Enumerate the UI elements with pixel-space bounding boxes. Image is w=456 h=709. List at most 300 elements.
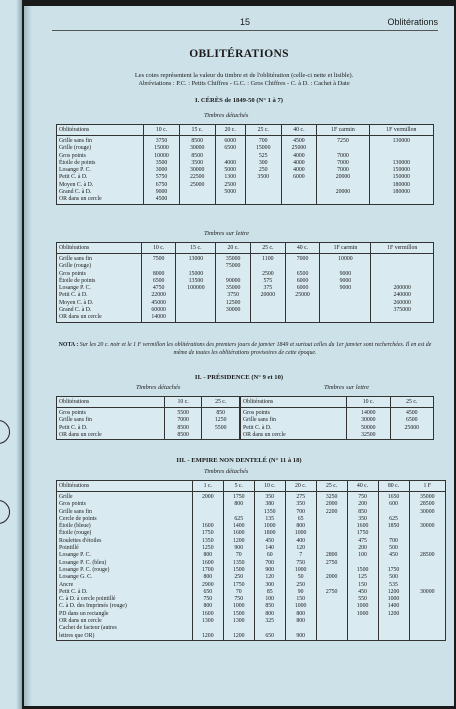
table-row <box>57 307 434 314</box>
table-header-row <box>241 397 434 408</box>
value-cell: 6500 <box>215 145 245 152</box>
value-cell <box>176 300 216 307</box>
value-cell: 8500 <box>164 425 202 432</box>
value-cell: 625 <box>223 516 254 523</box>
value-cell <box>409 596 446 603</box>
value-cell: 5000 <box>215 189 245 196</box>
value-cell <box>202 432 240 440</box>
table-row <box>57 160 434 167</box>
row-label: Petit C. à D. <box>57 292 142 299</box>
value-cell: 800 <box>192 552 223 559</box>
row-label: Losange P. C. <box>57 285 142 292</box>
table-row <box>57 271 434 278</box>
value-cell: 50 <box>285 574 316 581</box>
table-row <box>57 582 446 589</box>
value-cell: 6500 <box>141 278 176 285</box>
running-title: Oblitérations <box>387 17 438 27</box>
row-label: Petit C. à D. <box>57 589 193 596</box>
value-cell <box>285 263 320 270</box>
row-label: Grille <box>57 492 193 502</box>
value-cell: 9000 <box>320 278 371 285</box>
table-row <box>57 530 446 537</box>
value-cell <box>216 271 251 278</box>
value-cell: 8500 <box>164 432 202 440</box>
column-header: 25 c. <box>202 397 240 408</box>
value-cell <box>176 314 216 322</box>
row-label: Moyen C. à D. <box>57 300 142 307</box>
value-cell <box>281 182 317 189</box>
value-cell: 1250 <box>192 545 223 552</box>
value-cell: 850 <box>202 408 240 418</box>
value-cell <box>320 314 371 322</box>
value-cell <box>371 278 434 285</box>
value-cell: 3500 <box>245 174 281 181</box>
table-row <box>241 425 434 432</box>
value-cell: 75000 <box>216 263 251 270</box>
value-cell: 625 <box>378 516 409 523</box>
table-header-row <box>57 481 446 492</box>
column-header: 15 c. <box>179 125 215 136</box>
table-row <box>57 285 434 292</box>
value-cell: 30000 <box>409 509 446 516</box>
value-cell <box>179 189 215 196</box>
value-cell: 1600 <box>223 530 254 537</box>
subheading-detached: Timbres détachés <box>204 468 249 475</box>
row-label: Grille (rouge) <box>57 263 142 270</box>
value-cell: 700 <box>245 136 281 146</box>
row-label: Gros points <box>57 408 165 418</box>
row-label: Gros points <box>57 271 142 278</box>
row-label: Étoile (bleue) <box>57 523 193 530</box>
value-cell: 600 <box>378 501 409 508</box>
value-cell: 750 <box>223 596 254 603</box>
value-cell: 100000 <box>176 285 216 292</box>
value-cell <box>223 625 254 632</box>
value-cell: 575 <box>251 278 286 285</box>
value-cell: 1000 <box>285 567 316 574</box>
value-cell: 12500 <box>216 300 251 307</box>
row-label: Losange G. C. <box>57 574 193 581</box>
row-label: Grille sans fin <box>57 136 144 146</box>
value-cell: 700 <box>285 509 316 516</box>
value-cell: 350 <box>285 501 316 508</box>
value-cell: 535 <box>378 582 409 589</box>
column-header: 25 c. <box>245 125 281 136</box>
value-cell: 1750 <box>223 492 254 502</box>
column-header: 40 c. <box>281 125 317 136</box>
value-cell: 1100 <box>251 254 286 264</box>
intro-line: Abréviations : P.C. : Petits Chiffres - G.C. : Gros Chiffres - C. à D. : Cachet à Date <box>138 80 350 87</box>
value-cell: 130000 <box>369 136 433 146</box>
table-row <box>57 408 240 418</box>
value-cell: 2750 <box>316 589 347 596</box>
row-label: Losange P. C. <box>57 167 144 174</box>
table-header-row <box>57 243 434 254</box>
row-label: Losange P. C. (rouge) <box>57 567 193 574</box>
value-cell: 150 <box>285 596 316 603</box>
value-cell: 9000 <box>320 271 371 278</box>
value-cell <box>409 625 446 632</box>
value-cell <box>285 300 320 307</box>
row-label: PD dans un rectangle <box>57 611 193 618</box>
column-header: 20 c. <box>215 125 245 136</box>
value-cell: 1200 <box>223 538 254 545</box>
row-label: Petit C. à D. <box>57 425 165 432</box>
value-cell: 1350 <box>254 509 285 516</box>
value-cell: 3000 <box>144 167 180 174</box>
value-cell: 1650 <box>378 492 409 502</box>
value-cell <box>316 633 347 641</box>
row-label: Grille sans fin <box>57 254 142 264</box>
row-label: Grille sans fin <box>241 417 347 424</box>
value-cell: 400 <box>285 538 316 545</box>
value-cell: 650 <box>254 633 285 641</box>
table-row <box>57 153 434 160</box>
value-cell <box>192 509 223 516</box>
value-cell: 450 <box>378 552 409 559</box>
value-cell <box>245 189 281 196</box>
value-cell: 1300 <box>223 618 254 625</box>
value-cell <box>141 263 176 270</box>
row-label: Pointillé <box>57 545 193 552</box>
left-page-circle-fragment <box>0 500 10 524</box>
value-cell: 28500 <box>409 501 446 508</box>
value-cell <box>192 516 223 523</box>
row-label: C. à D. des Imprimés (rouge) <box>57 603 193 610</box>
value-cell <box>285 314 320 322</box>
value-cell <box>316 625 347 632</box>
column-header: 1F carmin <box>317 125 369 136</box>
value-cell <box>316 603 347 610</box>
value-cell <box>179 196 215 204</box>
value-cell: 1600 <box>192 611 223 618</box>
value-cell: 15000 <box>245 145 281 152</box>
value-cell <box>320 263 371 270</box>
value-cell: 250 <box>285 582 316 589</box>
table-row <box>57 545 446 552</box>
value-cell: 500 <box>378 545 409 552</box>
value-cell: 14000 <box>347 408 390 418</box>
value-cell: 20000 <box>251 292 286 299</box>
value-cell: 1600 <box>347 523 378 530</box>
value-cell: 7000 <box>285 254 320 264</box>
value-cell: 6000 <box>281 174 317 181</box>
row-label: Losange P. C. (bleu) <box>57 560 193 567</box>
value-cell <box>316 567 347 574</box>
value-cell: 120 <box>254 574 285 581</box>
value-cell <box>192 501 223 508</box>
row-label: Petit C. à D. <box>57 174 144 181</box>
value-cell: 135 <box>254 516 285 523</box>
value-cell: 9000 <box>320 285 371 292</box>
value-cell <box>409 582 446 589</box>
value-cell: 2750 <box>316 560 347 567</box>
value-cell: 3500 <box>144 160 180 167</box>
value-cell: 25000 <box>179 182 215 189</box>
value-cell: 1000 <box>223 603 254 610</box>
value-cell: 200 <box>347 501 378 508</box>
value-cell <box>409 516 446 523</box>
value-cell <box>316 611 347 618</box>
value-cell <box>409 567 446 574</box>
table-row <box>57 189 434 196</box>
row-label: Losange P. C. <box>57 552 193 559</box>
value-cell: 550 <box>347 596 378 603</box>
value-cell: 3750 <box>216 292 251 299</box>
value-cell <box>369 145 433 152</box>
value-cell: 7500 <box>141 254 176 264</box>
column-header: 10 c. <box>144 125 180 136</box>
column-header: Oblitérations <box>57 125 144 136</box>
value-cell: 13000 <box>176 254 216 264</box>
intro-line: Les cotes représentent la valeur du timbre et de l'oblitération (celle-ci nette et lisible). <box>134 72 354 79</box>
value-cell: 7250 <box>317 136 369 146</box>
value-cell: 15000 <box>144 145 180 152</box>
value-cell: 1250 <box>202 417 240 424</box>
value-cell: 100 <box>347 552 378 559</box>
subheading-detached: Timbres détachés <box>204 112 249 119</box>
table-row <box>57 633 446 641</box>
row-label: Moyen C. à D. <box>57 182 144 189</box>
value-cell: 1850 <box>378 523 409 530</box>
value-cell: 1600 <box>192 523 223 530</box>
value-cell: 1300 <box>192 618 223 625</box>
value-cell <box>390 432 433 440</box>
value-cell: 125 <box>347 574 378 581</box>
column-header: Oblitérations <box>57 397 165 408</box>
row-label: Gros points <box>57 501 193 508</box>
table-row <box>57 625 446 632</box>
table-row <box>57 611 446 618</box>
value-cell: 32500 <box>347 432 390 440</box>
row-label: OR dans un cercle <box>57 314 142 322</box>
value-cell <box>409 574 446 581</box>
column-header: 25 c. <box>251 243 286 254</box>
column-header: 10 c. <box>254 481 285 492</box>
value-cell: 375 <box>251 285 286 292</box>
value-cell: 750 <box>192 596 223 603</box>
value-cell <box>316 618 347 625</box>
value-cell: 500 <box>378 574 409 581</box>
value-cell: 4750 <box>141 285 176 292</box>
value-cell: 65 <box>285 516 316 523</box>
value-cell: 180000 <box>369 182 433 189</box>
value-cell: 28500 <box>409 552 446 559</box>
column-header: 15 c. <box>176 243 216 254</box>
value-cell: 7000 <box>317 167 369 174</box>
table-row <box>57 603 446 610</box>
table-row <box>57 292 434 299</box>
value-cell <box>176 263 216 270</box>
row-label: Grille (rouge) <box>57 145 144 152</box>
table-header-row <box>57 397 240 408</box>
value-cell: 3750 <box>144 136 180 146</box>
value-cell: 250 <box>245 167 281 174</box>
value-cell: 35000 <box>409 492 446 502</box>
value-cell <box>251 300 286 307</box>
empire-detached-table <box>56 480 446 641</box>
column-header: 25 c. <box>316 481 347 492</box>
value-cell: 60 <box>254 552 285 559</box>
table-row <box>57 501 446 508</box>
value-cell: 325 <box>254 618 285 625</box>
table-row <box>57 174 434 181</box>
value-cell: 900 <box>223 545 254 552</box>
table-row <box>57 552 446 559</box>
value-cell: 7000 <box>317 153 369 160</box>
value-cell: 850 <box>347 509 378 516</box>
value-cell <box>285 625 316 632</box>
value-cell: 800 <box>192 574 223 581</box>
intro-text <box>54 72 434 88</box>
value-cell <box>245 196 281 204</box>
value-cell <box>281 196 317 204</box>
table-row <box>57 560 446 567</box>
column-header: 1 c. <box>192 481 223 492</box>
value-cell: 350 <box>254 492 285 502</box>
value-cell: 1200 <box>223 633 254 641</box>
value-cell: 800 <box>223 501 254 508</box>
presidence-on-letter-table <box>240 396 434 440</box>
table-row <box>57 523 446 530</box>
value-cell <box>347 633 378 641</box>
value-cell <box>378 560 409 567</box>
value-cell: 1000 <box>285 530 316 537</box>
value-cell: 30000 <box>179 167 215 174</box>
value-cell: 2000 <box>316 574 347 581</box>
value-cell <box>409 530 446 537</box>
table-row <box>57 278 434 285</box>
value-cell: 30000 <box>409 523 446 530</box>
value-cell <box>316 538 347 545</box>
value-cell: 8000 <box>141 271 176 278</box>
section-heading-empire: III. - EMPIRE NON DENTELÉ (N° 11 à 18) <box>176 457 302 464</box>
value-cell <box>192 625 223 632</box>
value-cell: 150 <box>347 582 378 589</box>
value-cell: 4000 <box>281 167 317 174</box>
row-label: Cercle de points <box>57 516 193 523</box>
value-cell: 350 <box>347 516 378 523</box>
value-cell: 1750 <box>347 530 378 537</box>
value-cell: 1600 <box>192 560 223 567</box>
value-cell <box>251 314 286 322</box>
value-cell: 13500 <box>176 278 216 285</box>
value-cell <box>285 307 320 314</box>
value-cell <box>409 633 446 641</box>
value-cell <box>176 292 216 299</box>
value-cell <box>371 271 434 278</box>
row-label: Petit C. à D. <box>241 425 347 432</box>
value-cell <box>371 314 434 322</box>
value-cell <box>320 307 371 314</box>
value-cell: 525 <box>245 153 281 160</box>
value-cell: 7000 <box>317 160 369 167</box>
value-cell: 140 <box>254 545 285 552</box>
value-cell: 260000 <box>371 300 434 307</box>
value-cell <box>378 618 409 625</box>
value-cell: 375000 <box>371 307 434 314</box>
value-cell <box>369 196 433 204</box>
value-cell <box>176 307 216 314</box>
row-label: Grille sans fin <box>57 509 193 516</box>
column-header: Oblitérations <box>57 243 142 254</box>
value-cell: 1000 <box>378 596 409 603</box>
value-cell: 1000 <box>347 603 378 610</box>
subheading-on-letter: Timbres sur lettre <box>324 384 369 391</box>
table-row <box>241 408 434 418</box>
value-cell: 6000 <box>285 285 320 292</box>
value-cell: 90 <box>285 589 316 596</box>
value-cell: 1200 <box>378 611 409 618</box>
value-cell: 1000 <box>254 523 285 530</box>
table-row <box>57 263 434 270</box>
value-cell: 22000 <box>141 292 176 299</box>
catalog-page <box>24 6 454 706</box>
value-cell <box>409 603 446 610</box>
value-cell: 1350 <box>192 538 223 545</box>
column-header: 10 c. <box>347 397 390 408</box>
value-cell: 50000 <box>347 425 390 432</box>
value-cell: 4000 <box>281 160 317 167</box>
left-page-circle-fragment <box>0 420 10 444</box>
value-cell <box>223 509 254 516</box>
table-header-row <box>57 125 434 136</box>
table-row <box>241 417 434 424</box>
value-cell <box>316 582 347 589</box>
value-cell: 22500 <box>179 174 215 181</box>
table-row <box>57 145 434 152</box>
value-cell: 5500 <box>164 408 202 418</box>
table-row <box>57 538 446 545</box>
value-cell <box>369 153 433 160</box>
value-cell: 70 <box>223 552 254 559</box>
value-cell <box>316 596 347 603</box>
value-cell: 800 <box>254 611 285 618</box>
column-header: Oblitérations <box>241 397 347 408</box>
value-cell: 100 <box>254 596 285 603</box>
value-cell: 6000 <box>215 136 245 146</box>
value-cell <box>320 292 371 299</box>
value-cell: 380 <box>254 501 285 508</box>
row-label: C. à D. à cercle pointillé <box>57 596 193 603</box>
row-label: OR dans un cercle <box>57 196 144 204</box>
value-cell: 150000 <box>369 174 433 181</box>
table-row <box>57 182 434 189</box>
value-cell: 300 <box>254 582 285 589</box>
value-cell <box>317 145 369 152</box>
table-row <box>57 417 240 424</box>
value-cell: 1400 <box>378 603 409 610</box>
row-label: Étoile de points <box>57 160 144 167</box>
value-cell <box>317 196 369 204</box>
value-cell: 1500 <box>223 611 254 618</box>
table-row <box>57 167 434 174</box>
value-cell <box>281 189 317 196</box>
value-cell: 2900 <box>192 582 223 589</box>
ceres-detached-table <box>56 124 434 205</box>
row-label: OR dans un cercle <box>57 618 193 625</box>
value-cell: 70 <box>223 589 254 596</box>
value-cell <box>378 530 409 537</box>
value-cell <box>347 625 378 632</box>
value-cell: 700 <box>378 538 409 545</box>
value-cell <box>409 611 446 618</box>
value-cell: 450 <box>254 538 285 545</box>
value-cell: 450 <box>347 589 378 596</box>
table-row <box>57 567 446 574</box>
table-row <box>57 516 446 523</box>
table-row <box>57 425 240 432</box>
